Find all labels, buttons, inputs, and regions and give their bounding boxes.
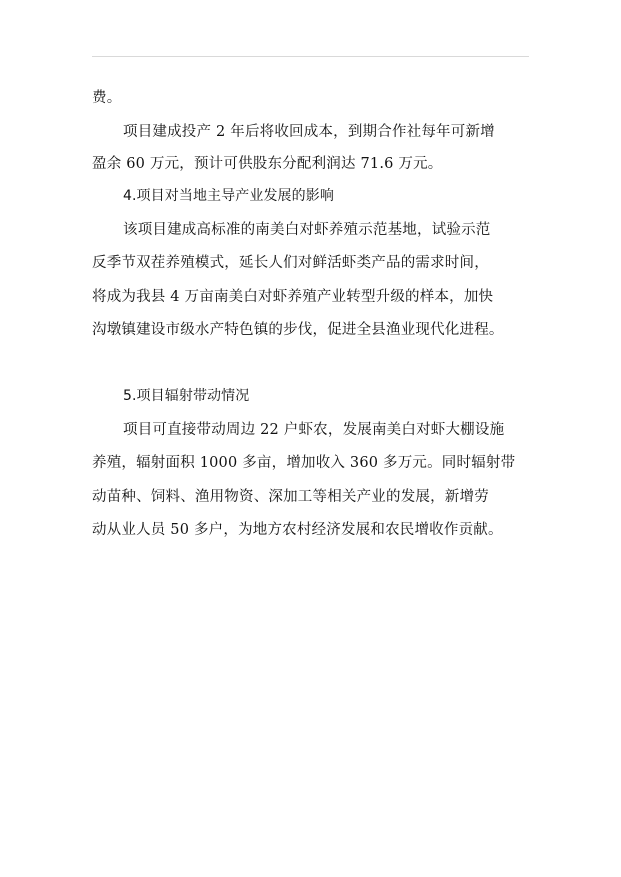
section-heading-industry-impact: 4.项目对当地主导产业发展的影响 xyxy=(123,188,334,204)
paragraph-line-continuation: 费。 xyxy=(92,90,122,106)
paragraph-line-cost-recovery: 项目建成投产 2 年后将收回成本，到期合作社每年可新增 xyxy=(123,124,495,140)
paragraph-line-demo-base: 该项目建成高标准的南美白对虾养殖示范基地，试验示范 xyxy=(123,222,491,238)
header-rule xyxy=(92,56,529,57)
paragraph-line-profit: 盈余 60 万元，预计可供股东分配利润达 71.6 万元。 xyxy=(92,156,443,172)
paragraph-line-breeding-mode: 反季节双茬养殖模式，延长人们对鲜活虾类产品的需求时间， xyxy=(92,255,489,271)
paragraph-line-town-development: 沟墩镇建设市级水产特色镇的步伐，促进全县渔业现代化进程。 xyxy=(92,322,504,338)
paragraph-line-related-industries: 动苗种、饲料、渔用物资、深加工等相关产业的发展，新增劳 xyxy=(92,489,489,505)
paragraph-line-employment: 动从业人员 50 多户，为地方农村经济发展和农民增收作贡献。 xyxy=(92,522,503,538)
section-heading-radiation-effect: 5.项目辐射带动情况 xyxy=(123,388,250,404)
paragraph-line-farmers: 项目可直接带动周边 22 户虾农，发展南美白对虾大棚设施 xyxy=(123,422,505,438)
paragraph-line-upgrade-sample: 将成为我县 4 万亩南美白对虾养殖产业转型升级的样本，加快 xyxy=(92,289,494,305)
paragraph-line-area-income: 养殖，辐射面积 1000 多亩，增加收入 360 多万元。同时辐射带 xyxy=(92,455,516,471)
